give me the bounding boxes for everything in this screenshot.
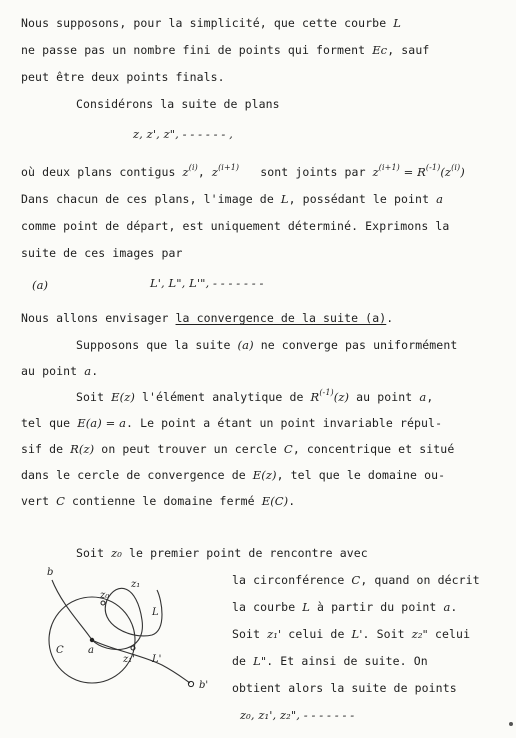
line-11: au point a. [21, 364, 99, 378]
line-2: ne passe pas un nombre fini de points qui forment Ec, sauf [21, 43, 430, 57]
line-14: sif de R(z) on peut trouver un cercle C, concentrique et situé [21, 442, 455, 456]
line-4: Considérons la suite de plans [76, 97, 280, 111]
curve-l-prime [92, 640, 190, 683]
line-17: Soit z₀ le premier point de rencontre avec [76, 546, 368, 560]
label-a: (a) [32, 278, 49, 292]
line-16: vert C contienne le domaine fermé E(C). [21, 494, 296, 508]
line-1: Nous supposons, pour la simplicité, que cette courbe L [21, 16, 401, 30]
line-19: la courbe L à partir du point a. [232, 600, 458, 614]
line-21: de L". Et ainsi de suite. On [232, 654, 428, 668]
line-15: dans le cercle de convergence de E(z), tel que le domaine ou- [21, 468, 446, 482]
label-z1-prime: z₁' [123, 654, 136, 665]
label-b-prime: b' [199, 680, 209, 691]
label-z1: z₁ [131, 579, 141, 590]
label-b: b [47, 567, 54, 578]
sketch-figure [22, 555, 232, 705]
line-3: peut être deux points finals. [21, 70, 225, 84]
label-c: C [56, 645, 64, 656]
line-10: Supposons que la suite (a) ne converge pas uniformément [76, 338, 458, 352]
images-sequence: L', L", L'", - - - - - - - [150, 276, 264, 290]
point-z0 [101, 601, 105, 605]
planes-sequence: z, z', z", - - - - - - , [133, 127, 233, 141]
label-a-fig: a [88, 645, 94, 656]
line-8: suite de ces images par [21, 246, 183, 260]
line-13: tel que E(a) = a. Le point a étant un point invariable répul- [21, 416, 443, 430]
points-sequence: z₀, z₁', z₂", - - - - - - - [240, 708, 355, 722]
label-l: L [152, 607, 159, 618]
line-12: Soit E(z) l'élément analytique de $R^{(-1)}(z)$ au point a, [76, 388, 434, 404]
line-22: obtient alors la suite de points [232, 681, 457, 695]
line-18: la circonférence C, quand on décrit [232, 573, 480, 587]
label-z0: z₀ [100, 590, 110, 601]
point-b-prime [188, 681, 193, 686]
line-9: Nous allons envisager la convergence de la suite (a). [21, 311, 394, 325]
line-6: Dans chacun de ces plans, l'image de L, possédant le point a [21, 192, 444, 206]
line-20: Soit z₁' celui de L'. Soit z₂" celui [232, 627, 471, 641]
margin-dot [509, 722, 513, 726]
line-7: comme point de départ, est uniquement déterminé. Exprimons la [21, 219, 450, 233]
label-l-prime: L' [152, 654, 162, 665]
point-a [90, 638, 94, 642]
line-5: où deux plans contigus $z^{(i)}$, $z^{(i+1)}$ sont joints par $z^{(i+1)} = R^{(-1)}(z^{(i)})$ [21, 163, 465, 179]
